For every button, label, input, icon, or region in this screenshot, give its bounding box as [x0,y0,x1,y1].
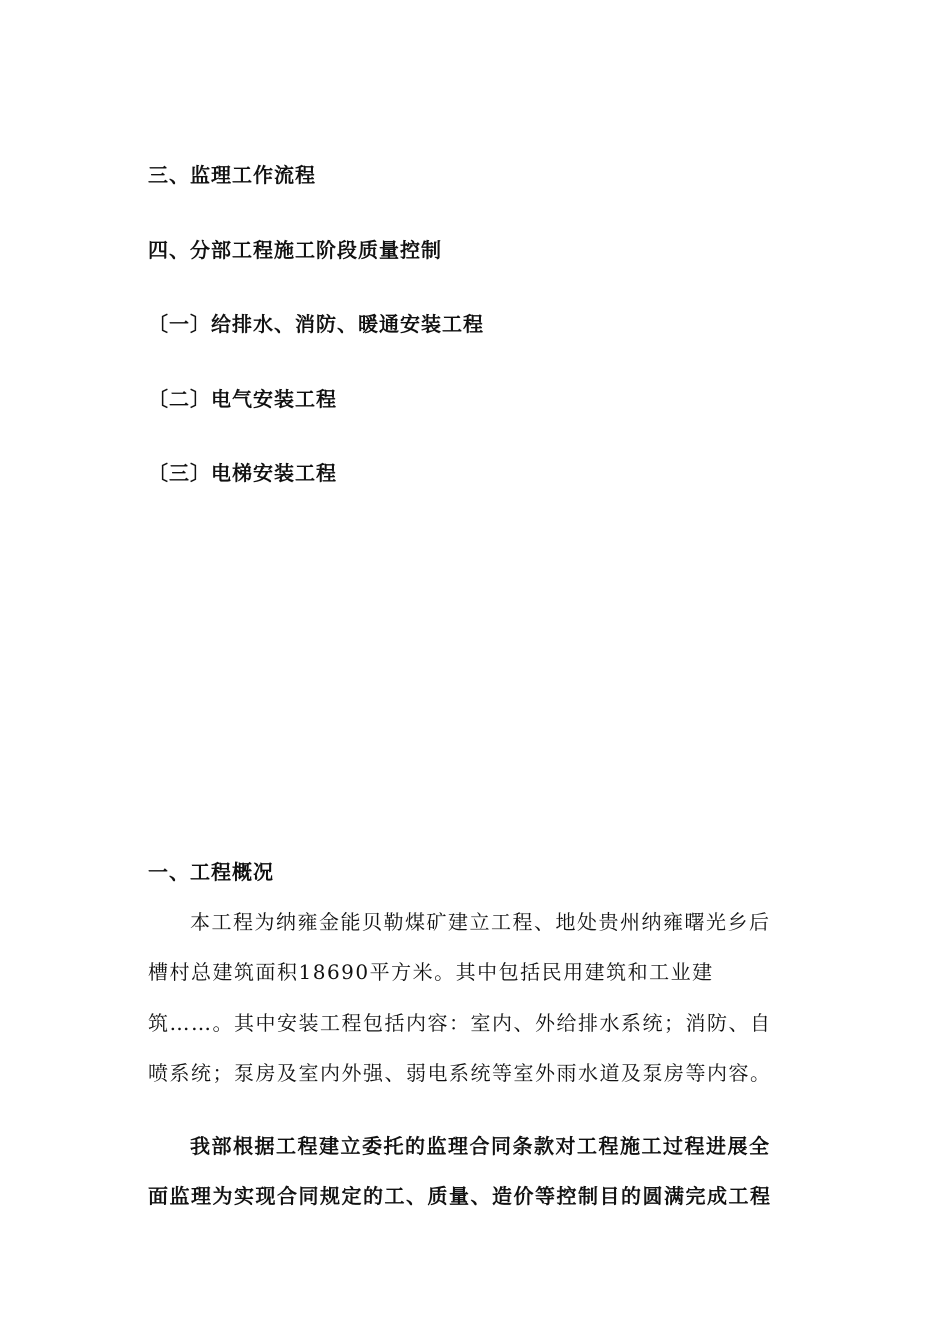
toc-item-electrical: 〔二〕电气安装工程 [148,387,337,411]
overview-paragraph-line: 筑……。其中安装工程包括内容：室内、外给排水系统；消防、自 [148,1011,772,1035]
supervision-paragraph-line: 我部根据工程建立委托的监理合同条款对工程施工过程进展全 [190,1134,771,1158]
overview-paragraph-line: 本工程为纳雍金能贝勒煤矿建立工程、地处贵州纳雍曙光乡后 [190,910,771,934]
overview-paragraph-line: 槽村总建筑面积18690平方米。其中包括民用建筑和工业建 [148,960,714,984]
toc-item-elevator: 〔三〕电梯安装工程 [148,461,337,485]
toc-item-plumbing: 〔一〕给排水、消防、暖通安装工程 [148,312,484,336]
section-heading-overview: 一、工程概况 [148,860,274,884]
toc-item-workflow: 三、监理工作流程 [148,163,316,187]
supervision-paragraph-line: 面监理为实现合同规定的工、质量、造价等控制目的圆满完成工程 [148,1184,772,1208]
overview-paragraph-line: 喷系统；泵房及室内外强、弱电系统等室外雨水道及泵房等内容。 [148,1061,772,1085]
toc-item-quality-control: 四、分部工程施工阶段质量控制 [148,238,442,262]
